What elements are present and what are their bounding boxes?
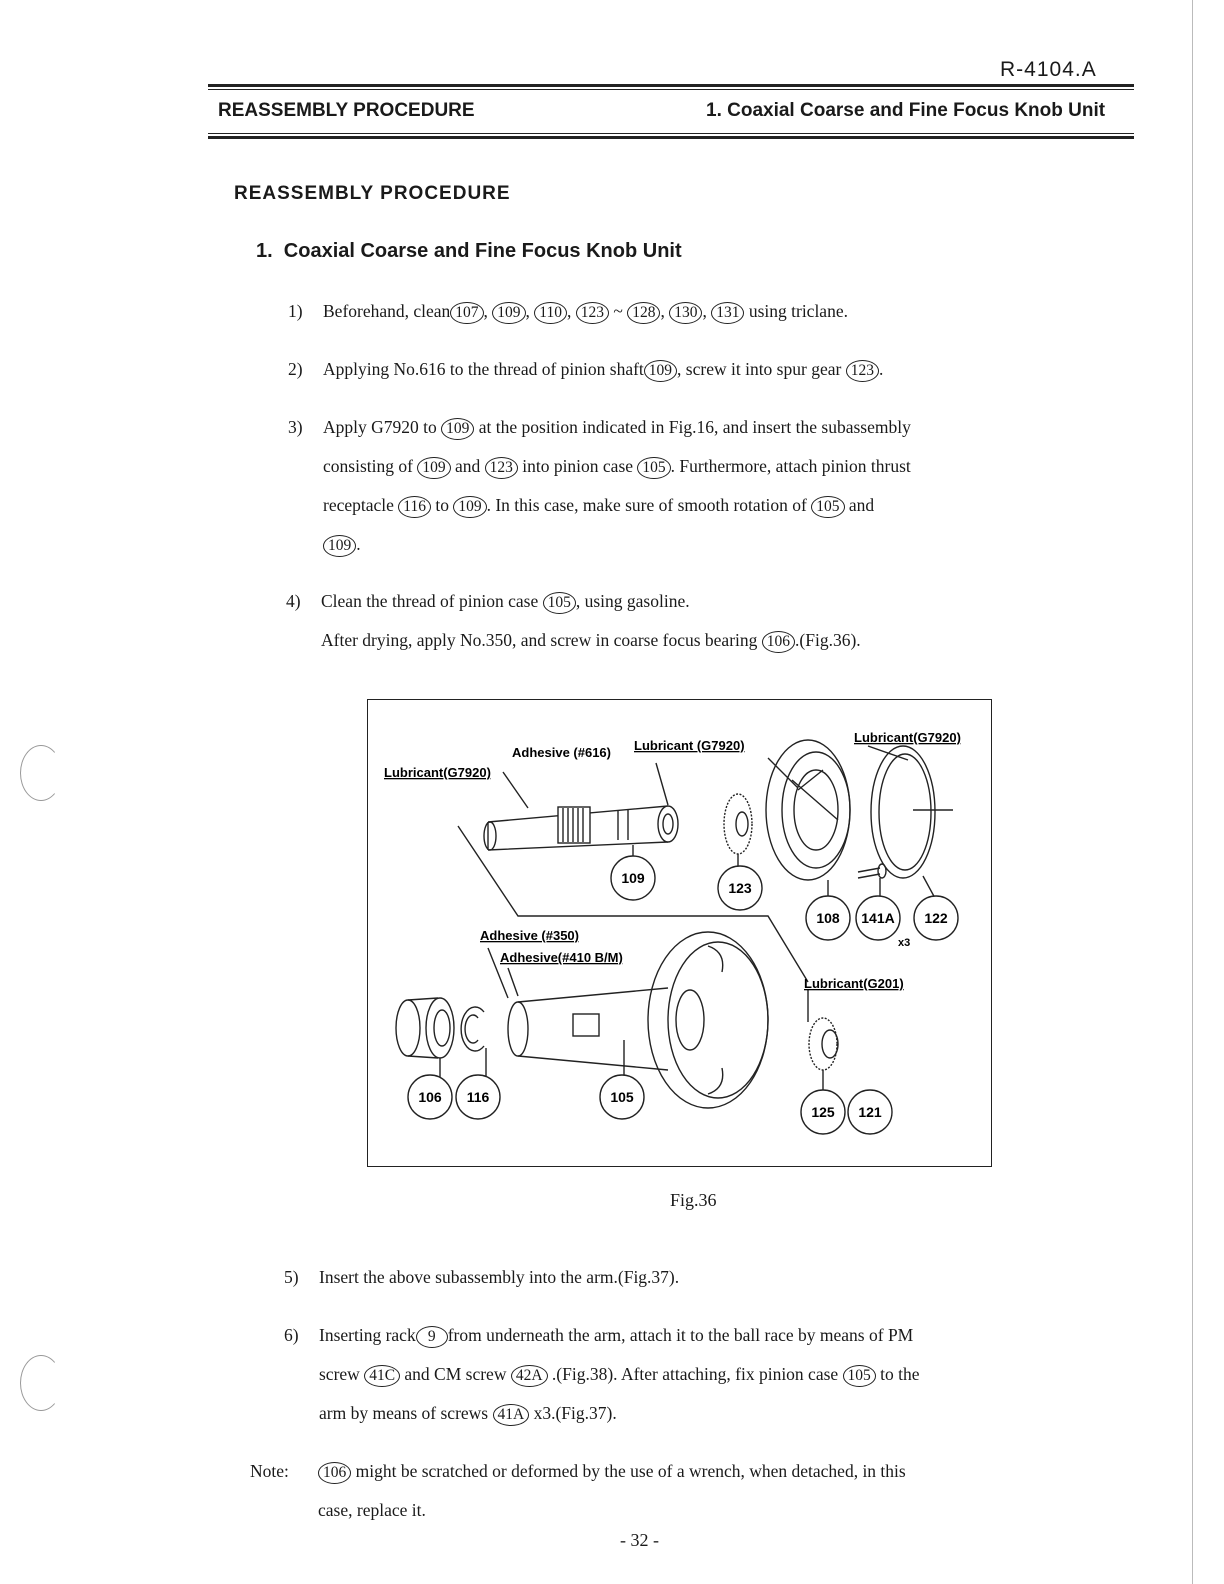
part-callout: 109 <box>492 302 525 324</box>
subsection-title: 1. Coaxial Coarse and Fine Focus Knob Unit <box>256 240 682 262</box>
label-lubricant-top: Lubricant (G7920) <box>634 738 745 753</box>
part-callout: 109 <box>453 496 486 518</box>
part-callout: 109 <box>644 360 677 382</box>
bearing-plate-108 <box>766 740 850 880</box>
part-callout: 128 <box>627 302 660 324</box>
callout-125: 125 <box>811 1104 835 1120</box>
text-run: into pinion case <box>522 456 634 476</box>
callout-123: 123 <box>728 880 752 896</box>
binder-hole <box>20 1355 62 1411</box>
part-callout: 123 <box>485 457 518 479</box>
callout-116: 116 <box>466 1089 490 1105</box>
text-run: to <box>435 495 449 515</box>
part-callout: 109 <box>323 535 356 557</box>
callout-122: 122 <box>924 910 948 926</box>
text-run: , using gasoline. <box>575 591 690 611</box>
coarse-focus-bearing-106 <box>396 998 454 1058</box>
figure-36 <box>367 699 992 1167</box>
text-run: x3.(Fig.37). <box>533 1403 617 1423</box>
label-lubricant-right: Lubricant(G7920) <box>854 730 961 745</box>
step-number: 1) <box>288 301 303 321</box>
step-number: 4) <box>286 591 301 611</box>
fine-focus-knob-125 <box>809 1018 838 1070</box>
text-run: , screw it into spur gear <box>677 359 842 379</box>
text-run: and CM screw <box>404 1364 507 1384</box>
part-callout: 41A <box>493 1404 530 1426</box>
step-line <box>319 1394 617 1433</box>
part-callout: 105 <box>543 592 576 614</box>
part-callout: 105 <box>811 496 844 518</box>
label-adhesive-410: Adhesive(#410 B/M) <box>500 950 623 965</box>
step-text: Beforehand, clean 107 , 109 , 110 , 123 ~ 128 , 130 , 131 using triclane. <box>323 292 848 331</box>
step-line <box>319 1355 920 1394</box>
part-callout: 106 <box>762 631 795 653</box>
callout-109: 109 <box>621 870 645 886</box>
part-callout: 107 <box>450 302 483 324</box>
text-run: using triclane. <box>748 301 848 321</box>
step-line <box>321 582 690 621</box>
step-number: 2) <box>288 359 303 379</box>
callout-105: 105 <box>610 1089 634 1105</box>
page-edge <box>1192 0 1193 1584</box>
part-callout: 106 <box>318 1462 351 1484</box>
callout-121: 121 <box>858 1104 882 1120</box>
part-callout: 41C <box>364 1365 400 1387</box>
figure-caption: Fig.36 <box>670 1190 717 1210</box>
text-run: . In this case, make sure of smooth rotation of <box>486 495 807 515</box>
text-run: might be scratched or deformed by the use of a wrench, when detached, in this <box>355 1461 906 1481</box>
part-callout: 9 <box>416 1326 448 1348</box>
step-number: 5) <box>284 1267 299 1287</box>
callout-108: 108 <box>816 910 840 926</box>
text-run: and <box>454 456 481 476</box>
text-run: to the <box>880 1364 920 1384</box>
step-line <box>319 1316 913 1355</box>
step-line <box>323 408 911 447</box>
text-run: Applying No.616 to the thread of pinion shaft <box>323 359 644 379</box>
header-left-title: REASSEMBLY PROCEDURE <box>218 100 475 121</box>
part-callout: 109 <box>441 418 474 440</box>
section-title: REASSEMBLY PROCEDURE <box>234 183 511 204</box>
text-run: Beforehand, clean <box>323 301 451 321</box>
ring-122 <box>871 746 953 878</box>
text-run: Inserting rack <box>319 1325 416 1345</box>
text-run: After drying, apply No.350, and screw in coarse focus bearing <box>321 630 758 650</box>
text-run: from underneath the arm, attach it to the ball race by means of PM <box>447 1325 914 1345</box>
text-run: ~ <box>613 301 623 321</box>
part-callout: 130 <box>669 302 702 324</box>
part-callout: 110 <box>534 302 567 324</box>
header-top-rule-thin <box>208 89 1134 90</box>
text-run: . <box>878 359 884 379</box>
label-adhesive-350: Adhesive (#350) <box>480 928 579 943</box>
header-bottom-rule-thin <box>208 133 1134 134</box>
label-lubricant-g201: Lubricant(G201) <box>804 976 904 991</box>
step-number: 6) <box>284 1325 299 1345</box>
step-text: Insert the above subassembly into the arm.(Fig.37). <box>319 1267 680 1287</box>
text-run: consisting of <box>323 456 413 476</box>
text-run: receptacle <box>323 495 394 515</box>
text-run: and <box>848 495 875 515</box>
text-run: . Furthermore, attach pinion thrust <box>670 456 911 476</box>
step-text <box>323 350 883 389</box>
label-lubricant-left: Lubricant(G7920) <box>384 765 491 780</box>
part-callout: 116 <box>398 496 431 518</box>
note-label: Note: <box>250 1461 289 1481</box>
header-right-title: 1. Coaxial Coarse and Fine Focus Knob Unit <box>706 100 1106 121</box>
part-callout: 42A <box>511 1365 548 1387</box>
step-line <box>323 486 874 525</box>
label-x3: x3 <box>898 937 911 949</box>
exploded-assembly-diagram <box>368 700 991 1166</box>
text-run: .(Fig.38). After attaching, fix pinion case <box>551 1364 839 1384</box>
callout-141a: 141A <box>861 910 895 926</box>
part-callout: 123 <box>576 302 609 324</box>
text-run: . <box>356 534 361 554</box>
label-adhesive-616: Adhesive (#616) <box>512 745 611 760</box>
text-run: Clean the thread of pinion case <box>321 591 539 611</box>
header-top-rule <box>208 84 1134 87</box>
text-run: .(Fig.36). <box>795 630 861 650</box>
note-line <box>318 1452 906 1491</box>
text-run: arm by means of screws <box>319 1403 489 1423</box>
text-run: screw <box>319 1364 360 1384</box>
text-run: Apply G7920 to <box>323 417 437 437</box>
part-callout: 105 <box>843 1365 876 1387</box>
step-line <box>321 621 861 660</box>
step-number: 3) <box>288 417 303 437</box>
step-line <box>323 525 361 564</box>
part-callout: 109 <box>417 457 450 479</box>
page-number: - 32 - <box>620 1530 659 1550</box>
text-run: at the position indicated in Fig.16, and insert the subassembly <box>478 417 911 437</box>
pinion-shaft-109 <box>484 806 678 850</box>
document-id: R-4104.A <box>1000 58 1097 81</box>
step-line <box>323 447 911 486</box>
part-callout: 131 <box>711 302 744 324</box>
screw-141a <box>858 864 886 878</box>
header-bottom-rule <box>208 136 1134 139</box>
binder-hole <box>20 745 62 801</box>
part-callout: 123 <box>846 360 879 382</box>
note-line: case, replace it. <box>318 1500 426 1520</box>
spur-gear-123 <box>724 794 752 854</box>
callout-106: 106 <box>418 1089 442 1105</box>
part-callout: 105 <box>637 457 670 479</box>
